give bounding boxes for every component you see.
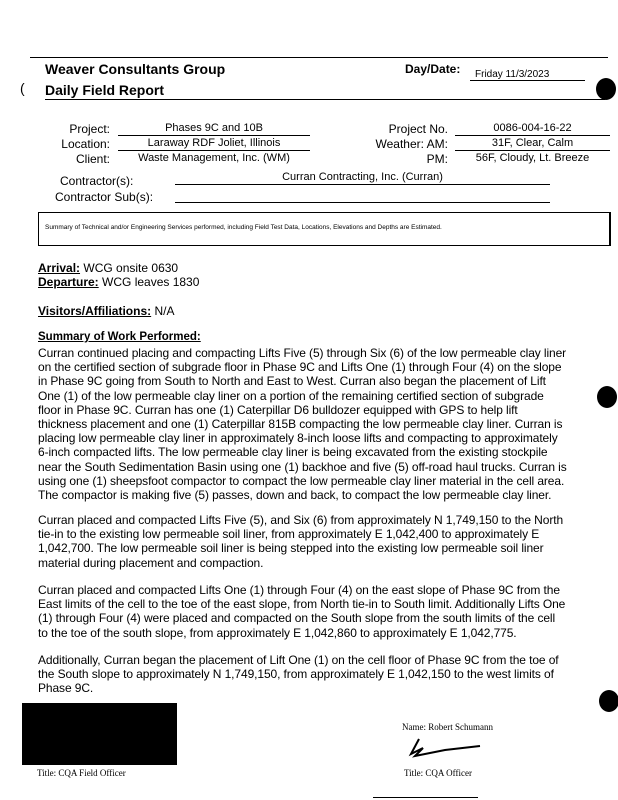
right-signer-title: Title: CQA Officer — [404, 768, 473, 778]
paragraph-1-line: on the certified section of subgrade floor in Phase 9C and Lifts One (1) through Four (4) on the slope — [38, 360, 562, 375]
paragraph-1-line: Curran continued placing and compacting Lifts Five (5) through Six (6) of the low permeable clay liner — [38, 346, 567, 360]
scan-bracket-mark: ( — [20, 80, 25, 96]
handwritten-signature — [405, 736, 485, 758]
summary-box-text: Summary of Technical and/or Engineering Services performed, including Field Test Data, Locations, Elevations and Depths are Estimated. — [45, 224, 442, 231]
signature-rule — [373, 797, 478, 798]
visitors-line — [38, 304, 175, 318]
arrival-label: Arrival: — [38, 261, 81, 275]
paragraph-1-line: The compactor is making five (5) passes, down and back, to compact the low permeable clay liner. — [38, 488, 552, 502]
visitors-value: N/A — [154, 304, 175, 318]
project-label: Project: — [69, 122, 110, 136]
punch-hole-mark — [596, 78, 616, 100]
weather-pm-label: PM: — [426, 152, 448, 166]
paragraph-1-line: thickness placement and one (1) Caterpillar 815B compacting the low permeable clay liner. Curran is — [38, 417, 563, 431]
visitors-label: Visitors/Affiliations: — [38, 304, 152, 318]
client-label: Client: — [75, 152, 110, 166]
departure-value: WCG leaves 1830 — [102, 275, 200, 289]
paragraph-4-line: the South slope to approximately N 1,749,150, from approximately E 1,042,150 to the west limits of — [38, 667, 554, 682]
contractor-subs-label: Contractor Sub(s): — [55, 190, 154, 204]
day-date-label: Day/Date: — [405, 62, 461, 76]
paragraph-4-line: Additionally, Curran began the placement of Lift One (1) on the cell floor of Phase 9C from the toe of — [38, 653, 559, 667]
punch-hole-mark — [597, 386, 617, 408]
title-rule — [45, 99, 605, 100]
report-title: Daily Field Report — [45, 82, 165, 98]
paragraph-1-line: placing low permeable clay liner in approximately 8-inch loose lifts and compacting to approximately — [38, 431, 558, 446]
paragraph-2-line: material during placement and compaction. — [38, 555, 264, 570]
paragraph-3-line: Curran placed and compacted Lifts One (1) through Four (4) on the east slope of Phase 9C from the — [38, 583, 560, 597]
summary-heading: Summary of Work Performed: — [38, 331, 201, 343]
left-signer-title: Title: CQA Field Officer — [37, 768, 126, 778]
paragraph-1-line: using one (1) sheepsfoot compactor to compact the low permeable clay liner material in the cell area. — [38, 473, 565, 488]
paragraph-2-line: tie-in to the existing low permeable soil liner, from approximately E 1,042,400 to approximately E — [38, 527, 540, 542]
project-no-label: Project No. — [388, 122, 448, 136]
paragraph-2-line: Curran placed and compacted Lifts Five (5), and Six (6) from approximately N 1,749,150 to the North — [38, 513, 564, 527]
right-signer-name: Name: Robert Schumann — [402, 722, 493, 732]
location-label: Location: — [61, 137, 110, 151]
paragraph-1-line: near the South Sedimentation Basin using one (1) backhoe and five (5) off-road haul trucks. Curran is — [38, 459, 567, 474]
client-value: Waste Management, Inc. (WM) — [138, 152, 290, 164]
paragraph-3-line: (1) through Four (4) were placed and compacted on the South slope from the south limits of the cell — [38, 611, 556, 626]
redacted-signature-block — [22, 703, 177, 765]
contractor-subs-value — [175, 189, 550, 203]
summary-box — [38, 212, 611, 246]
paragraph-1-line: One (1) of the low permeable clay liner on a portion of the remaining certified section of subgrade — [38, 388, 544, 403]
paragraph-4-line: Phase 9C. — [38, 681, 94, 696]
contractors-label: Contractor(s): — [60, 174, 134, 188]
weather-am-label: Weather: AM: — [375, 137, 448, 151]
project-value: Phases 9C and 10B — [118, 122, 310, 136]
punch-hole-mark — [599, 690, 618, 712]
project-no-value: 0086-004-16-22 — [455, 122, 610, 136]
paragraph-1-line: floor in Phase 9C. Curran has one (1) Caterpillar D6 bulldozer equipped with GPS to help lift — [38, 402, 518, 417]
company-name: Weaver Consultants Group — [45, 61, 226, 77]
paragraph-1-line: 6-inch compacted lifts. The low permeable clay liner is being excavated from the existing stockpile — [38, 445, 548, 460]
day-date-value: Friday 11/3/2023 — [470, 69, 585, 81]
arrival-value: WCG onsite 0630 — [83, 261, 179, 275]
contractors-value: Curran Contracting, Inc. (Curran) — [175, 171, 550, 185]
top-rule — [30, 57, 608, 58]
location-value: Laraway RDF Joliet, Illinois — [118, 137, 310, 151]
paragraph-3-line: to the toe of the south slope, from approximately E 1,042,860 to approximately E 1,042,775. — [38, 625, 517, 640]
departure-line — [38, 275, 199, 289]
paragraph-2-line: 1,042,700. The low permeable soil liner is being stepped into the existing low permeable soil liner — [38, 541, 544, 556]
departure-label: Departure: — [38, 275, 99, 289]
paragraph-1-line: in Phase 9C going from South to North and East to West. Curran also began the placement of Lift — [38, 374, 546, 389]
arrival-line — [38, 261, 178, 275]
weather-pm-value: 56F, Cloudy, Lt. Breeze — [475, 152, 590, 164]
paragraph-3-line: East limits of the cell to the toe of the east slope, from North tie-in to South limit. Additionally Lifts One — [38, 597, 566, 612]
weather-am-value: 31F, Clear, Calm — [455, 137, 610, 151]
